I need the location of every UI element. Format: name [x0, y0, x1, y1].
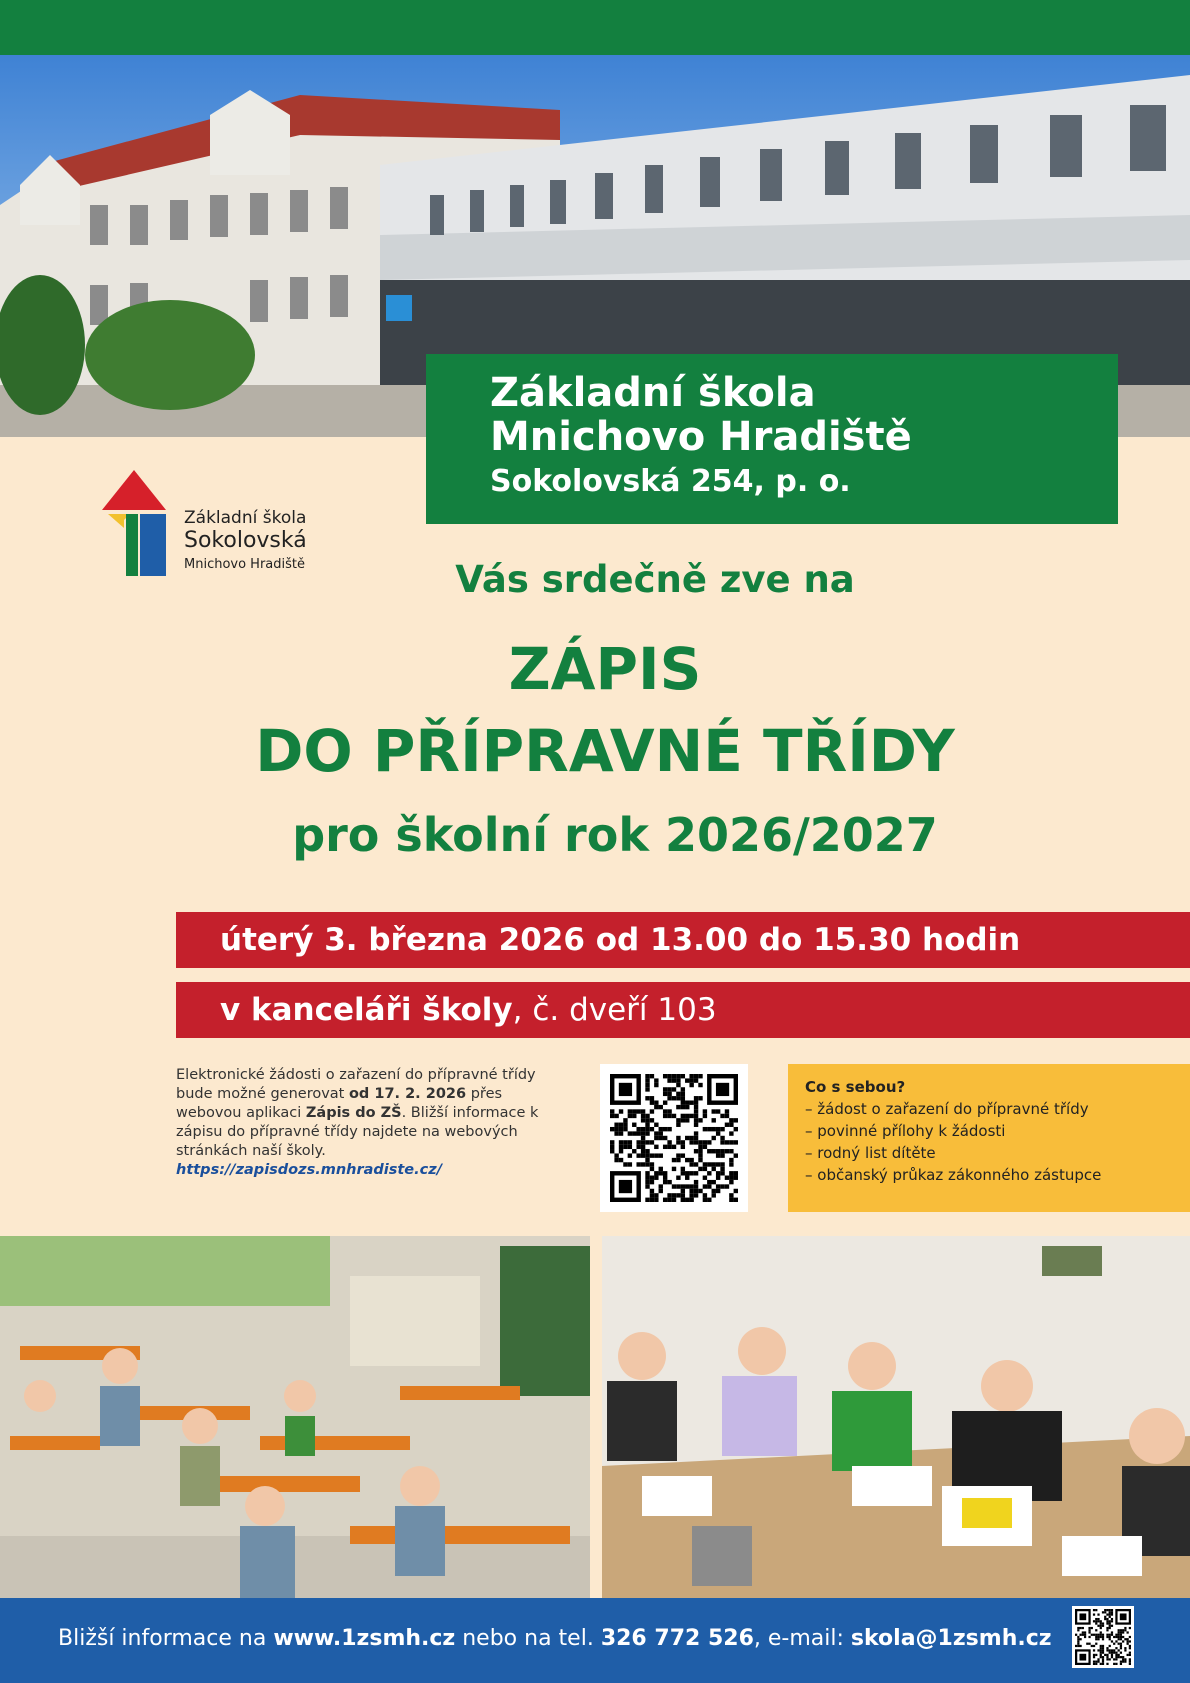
classroom-photo — [0, 1236, 590, 1598]
info-text1: Elektronické žádosti o zařazení do přípravné třídy bude možné generovat — [176, 1067, 536, 1102]
footer-text3: , e-mail: — [753, 1626, 851, 1651]
logo-text-line2: Sokolovská — [184, 528, 307, 553]
place-bar — [176, 982, 1190, 1038]
info-text3: . Bližší informace k zápisu do přípravné třídy najdete na webových stránkách naší školy. — [176, 1105, 539, 1159]
school-name-line1: Základní škola — [490, 370, 816, 416]
footer-text1: Bližší informace na — [58, 1626, 274, 1651]
footer-text2: nebo na tel. — [455, 1626, 601, 1651]
classroom-illustration — [0, 1236, 590, 1598]
bring-item: – občanský průkaz zákonného zástupce — [805, 1166, 1102, 1184]
info-paragraph — [176, 1066, 566, 1180]
top-green-bar — [0, 0, 1190, 55]
bring-item: – rodný list dítěte — [805, 1144, 936, 1162]
art-class-illustration — [602, 1236, 1190, 1598]
info-link[interactable]: https://zapisdozs.mnhradiste.cz/ — [176, 1162, 442, 1178]
logo-text-line3: Mnichovo Hradiště — [184, 557, 306, 572]
info-text2: přes webovou aplikaci — [176, 1086, 503, 1121]
footer-website[interactable]: www.1zsmh.cz — [273, 1626, 456, 1651]
footer-qr-code[interactable] — [1072, 1606, 1134, 1668]
footer-email[interactable]: skola@1zsmh.cz — [850, 1626, 1052, 1651]
bring-item: – povinné přílohy k žádosti — [805, 1122, 1006, 1140]
bring-item: – žádost o zařazení do přípravné třídy — [805, 1100, 1089, 1118]
logo-text-line1: Základní škola — [184, 508, 307, 528]
school-name-box — [426, 354, 1118, 524]
footer-phone[interactable]: 326 772 526 — [600, 1626, 754, 1651]
info-date: od 17. 2. 2026 — [348, 1086, 467, 1102]
bring-title: Co s sebou? — [805, 1078, 906, 1096]
invite-lead: Vás srdečně zve na — [455, 558, 855, 601]
footer-contact — [58, 1626, 1052, 1651]
school-year-subtitle: pro školní rok 2026/2027 — [292, 808, 938, 862]
place-bold: v kanceláři školy — [220, 992, 513, 1028]
date-time-bar: úterý 3. března 2026 od 13.00 do 15.30 hodin — [176, 912, 1190, 968]
place-rest: , č. dveří 103 — [512, 992, 717, 1028]
school-address: Sokolovská 254, p. o. — [490, 464, 851, 499]
info-app: Zápis do ZŠ — [305, 1105, 402, 1121]
footer-bar — [0, 1598, 1190, 1683]
what-to-bring-box — [788, 1064, 1190, 1212]
art-class-photo — [602, 1236, 1190, 1598]
qr-code[interactable] — [600, 1064, 748, 1212]
qr-code-icon — [600, 1064, 748, 1212]
footer-qr-icon — [1072, 1606, 1134, 1668]
title-zapis: ZÁPIS — [508, 635, 702, 703]
school-name-line2: Mnichovo Hradiště — [490, 414, 912, 460]
title-pripravne-tridy: DO PŘÍPRAVNÉ TŘÍDY — [255, 717, 955, 785]
